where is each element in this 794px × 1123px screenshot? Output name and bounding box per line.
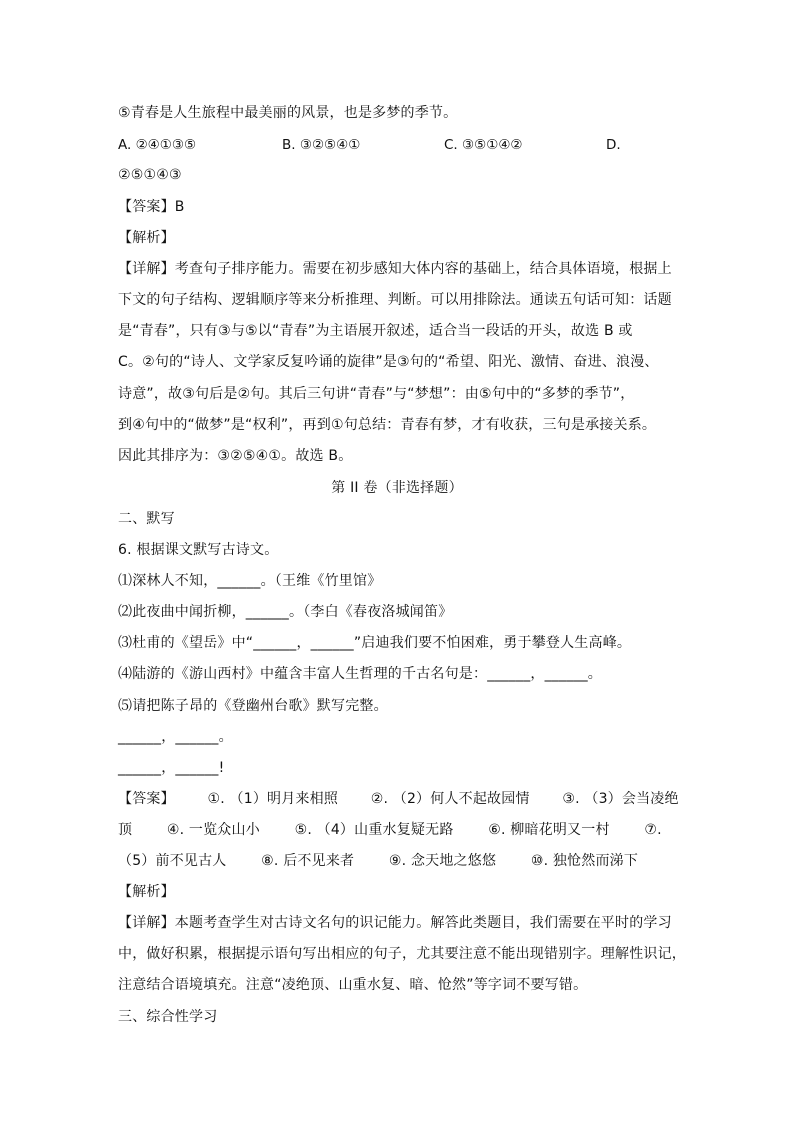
answer-item: ⑥. 柳暗花明又一村 [488,822,610,838]
answer-item: ⑩. 独怆然而涕下 [530,853,639,869]
q5-analysis-heading: 【解析】 [118,230,175,246]
q6-detail-line: 注意结合语境填充。注意“凌绝顶、山重水复、暗、怆然”等字词不要写错。 [118,977,588,993]
section-2-heading: 二、默写 [118,511,175,527]
q6-item: ⑵此夜曲中闻折柳，______。（李白《春夜洛城闻笛》 [118,604,453,620]
blank-line-1: ______，______。 [118,729,233,745]
q5-detail-line: 【详解】考查句子排序能力。需要在初步感知大体内容的基础上，结合具体语境，根据上 [118,261,672,277]
q6-answer-row-2 [118,820,662,840]
answer-item: ②. （2）何人不起故园情 [370,791,530,807]
section-3-heading: 三、综合性学习 [118,1009,218,1025]
q6-item: ⑴深林人不知，______。（王维《竹里馆》 [118,573,382,589]
q6-detail-line: 中，做好积累，根据提示语句写出相应的句子，尤其要注意不能出现错别字。理解性识记， [118,946,686,962]
q5-detail-line: 是“青春”，只有③与⑤以“青春”为主语展开叙述，适合当一段话的开头，故选 B 或 [118,323,633,339]
q6-answer-row-1 [118,789,679,809]
sentence-5: ⑤青春是人生旅程中最美丽的风景，也是多梦的季节。 [118,105,458,121]
q6-answer-row-3 [118,851,638,871]
q5-detail-line: 到④句中的“做梦”是“权利”，再到①句总结：青春有梦，才有收获，三句是承接关系。 [118,417,657,433]
answer-item: ⑧. 后不见来者 [261,853,355,869]
q6-item: ⑶杜甫的《望岳》中“______，______”启迪我们要不怕困难，勇于攀登人生高峰。 [118,635,632,651]
option-b: B. ③②⑤④① [282,137,361,153]
volume-2-title: 第 II 卷（非选择题） [331,480,463,496]
answer-item: 顶 [118,822,133,838]
q5-detail-line: 诗意”，故③句后是②句。其后三句讲“青春”与“梦想”：由⑤句中的“多梦的季节”， [118,386,635,402]
answer-item: （5）前不见古人 [118,853,227,869]
option-c: C. ③⑤①④② [444,137,523,153]
answer-item: ③. （3）会当凌绝 [562,791,679,807]
answer-item: ⑨. 念天地之悠悠 [388,853,497,869]
q5-answer: 【答案】B [118,199,185,215]
q5-detail-line: 因此其排序为：③②⑤④①。故选 B。 [118,448,353,464]
q6-stem: 6. 根据课文默写古诗文。 [118,542,279,558]
option-a: A. ②④①③⑤ [118,137,197,153]
q5-detail-line: C。②句的“诗人、文学家反复吟诵的旋律”是③句的“希望、阳光、激情、奋进、浪漫、 [118,354,659,370]
answer-label: 【答案】 [118,791,175,807]
answer-item: ⑤. （4）山重水复疑无路 [294,822,454,838]
q6-item: ⑷陆游的《游山西村》中蕴含丰富人生哲理的千古名句是：______，______。 [118,666,602,682]
q6-detail-line: 【详解】本题考查学生对古诗文名句的识记能力。解答此类题目，我们需要在平时的学习 [118,915,672,931]
q6-item: ⑸请把陈子昂的《登幽州台歌》默写完整。 [118,698,388,714]
answer-item: ④. 一览众山小 [166,822,260,838]
q6-analysis-heading: 【解析】 [118,884,175,900]
answer-item: ⑦. [644,822,662,838]
option-d-value: ②⑤①④③ [118,167,182,183]
q5-detail-line: 下文的句子结构、逻辑顺序等来分析推理、判断。可以用排除法。通读五句话可知：话题 [118,292,672,308]
option-d-label: D. [606,137,621,153]
answer-item: ①. （1）明月来相照 [207,791,339,807]
blank-line-2: ______，______! [118,760,225,776]
